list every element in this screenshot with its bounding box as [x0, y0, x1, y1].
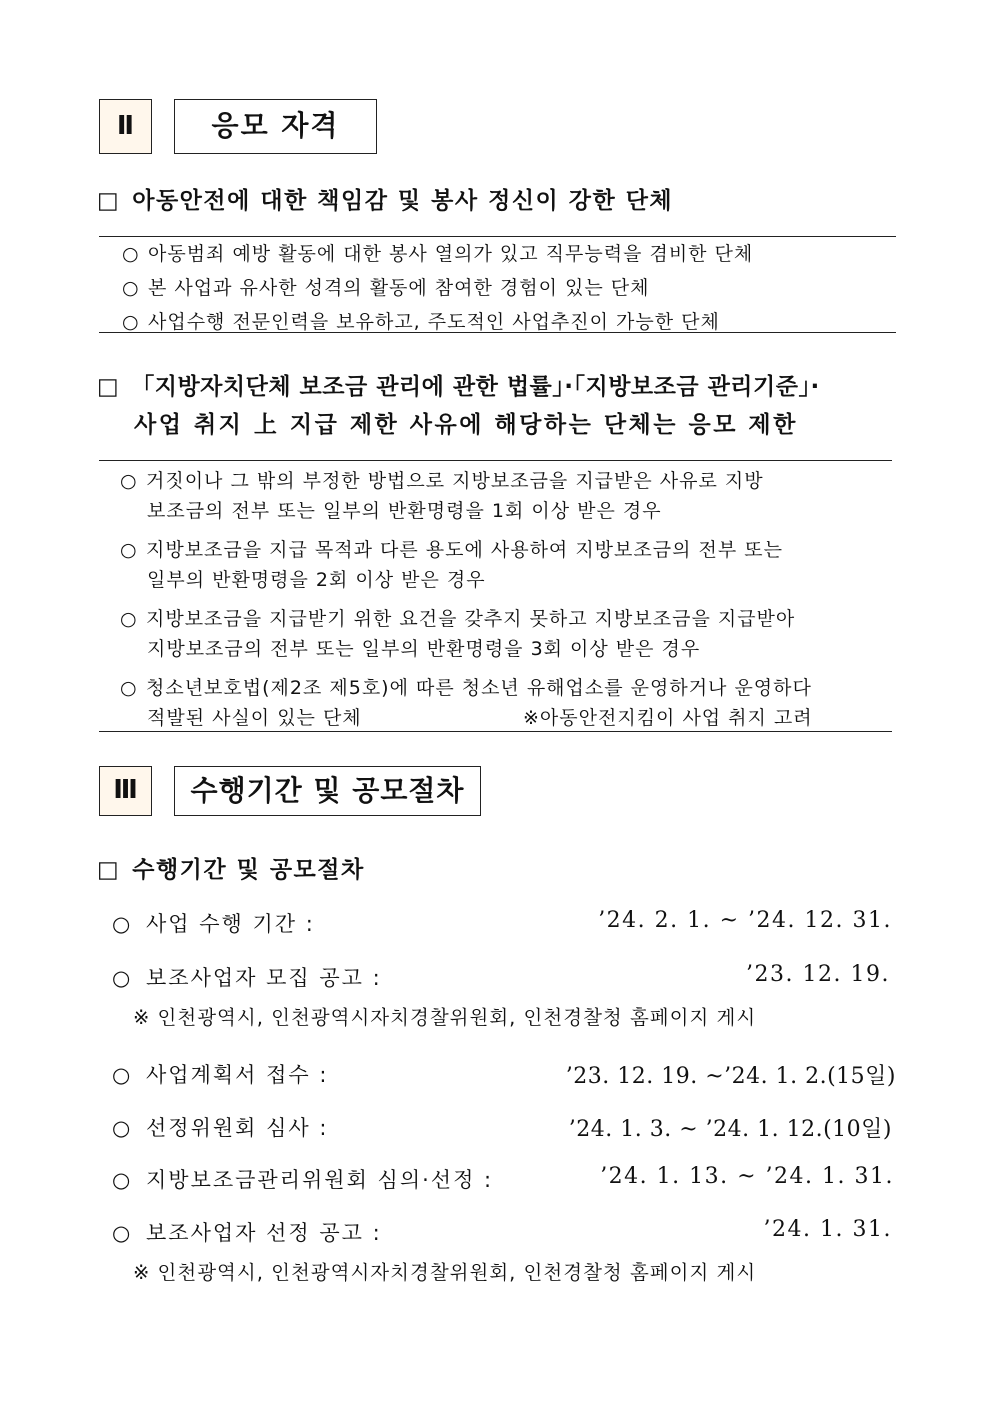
schedule-date: ’24. 2. 1. ~ ’24. 12. 31. [598, 908, 892, 933]
restriction-item-continued: 일부의 반환명령을 2회 이상 받은 경우 [147, 569, 486, 591]
schedule-label: ○ 선정위원회 심사 : [112, 1116, 329, 1140]
schedule-label: ○ 사업 수행 기간 : [112, 912, 315, 936]
box-2-top-rule [99, 460, 892, 461]
schedule-label: ○ 보조사업자 선정 공고 : [112, 1221, 382, 1245]
schedule-date: ’24. 1. 13. ~ ’24. 1. 31. [600, 1164, 894, 1189]
eligibility-heading-2-continued: 사업 취지 上 지급 제한 사유에 해당하는 단체는 응모 제한 [134, 412, 798, 438]
notice-note: ※ 인천광역시, 인천광역시자치경찰위원회, 인천경찰청 홈페이지 게시 [133, 1006, 757, 1029]
restriction-item: ○ 지방보조금을 지급받기 위한 요건을 갖추지 못하고 지방보조금을 지급받아 [120, 608, 796, 630]
restriction-item: ○ 지방보조금을 지급 목적과 다른 용도에 사용하여 지방보조금의 전부 또는 [120, 539, 783, 561]
restriction-item-continued: 지방보조금의 전부 또는 일부의 반환명령을 3회 이상 받은 경우 [147, 638, 701, 660]
eligibility-heading-2: □ 「지방자치단체 보조금 관리에 관한 법률」·「지방보조금 관리기준」· [97, 374, 820, 400]
schedule-date: ’24. 1. 31. [763, 1217, 892, 1242]
box-2-bottom-rule [99, 731, 892, 732]
section-2-title: 응모 자격 [174, 99, 377, 154]
eligibility-heading-1: □ 아동안전에 대한 책임감 및 봉사 정신이 강한 단체 [97, 188, 674, 214]
checkbox-square-icon: □ [97, 374, 120, 400]
restriction-item-continued: 적발된 사실이 있는 단체 [147, 707, 362, 729]
checkbox-square-icon: □ [97, 857, 121, 883]
schedule-date: ’23. 12. 19. ~’24. 1. 2.(15일) [565, 1064, 896, 1089]
list-item: ○ 사업수행 전문인력을 보유하고, 주도적인 사업추진이 가능한 단체 [122, 311, 720, 333]
restriction-item: ○ 청소년보호법(제2조 제5호)에 따른 청소년 유해업소를 운영하거나 운영하다 [120, 677, 812, 699]
checkbox-square-icon: □ [97, 188, 121, 214]
list-item: ○ 아동범죄 예방 활동에 대한 봉사 열의가 있고 직무능력을 겸비한 단체 [122, 243, 754, 265]
restriction-item: ○ 거짓이나 그 밖의 부정한 방법으로 지방보조금을 지급받은 사유로 지방 [120, 470, 764, 492]
schedule-heading: □ 수행기간 및 공모절차 [97, 857, 365, 883]
schedule-label: ○ 지방보조금관리위원회 심의·선정 : [112, 1168, 494, 1192]
restriction-note: ※아동안전지킴이 사업 취지 고려 [523, 707, 813, 729]
schedule-label: ○ 사업계획서 접수 : [112, 1063, 329, 1087]
schedule-date: ’24. 1. 3. ~ ’24. 1. 12.(10일) [568, 1117, 892, 1142]
schedule-date: ’23. 12. 19. [746, 962, 890, 987]
section-2-numeral: Ⅱ [99, 99, 152, 154]
section-3-title: 수행기간 및 공모절차 [174, 766, 481, 816]
section-3-numeral: Ⅲ [99, 766, 152, 816]
restriction-item-continued: 보조금의 전부 또는 일부의 반환명령을 1회 이상 받은 경우 [147, 500, 662, 522]
box-1-top-rule [99, 236, 896, 237]
box-1-bottom-rule [99, 332, 896, 333]
list-item: ○ 본 사업과 유사한 성격의 활동에 참여한 경험이 있는 단체 [122, 277, 650, 299]
schedule-label: ○ 보조사업자 모집 공고 : [112, 966, 382, 990]
notice-note: ※ 인천광역시, 인천광역시자치경찰위원회, 인천경찰청 홈페이지 게시 [133, 1261, 757, 1284]
